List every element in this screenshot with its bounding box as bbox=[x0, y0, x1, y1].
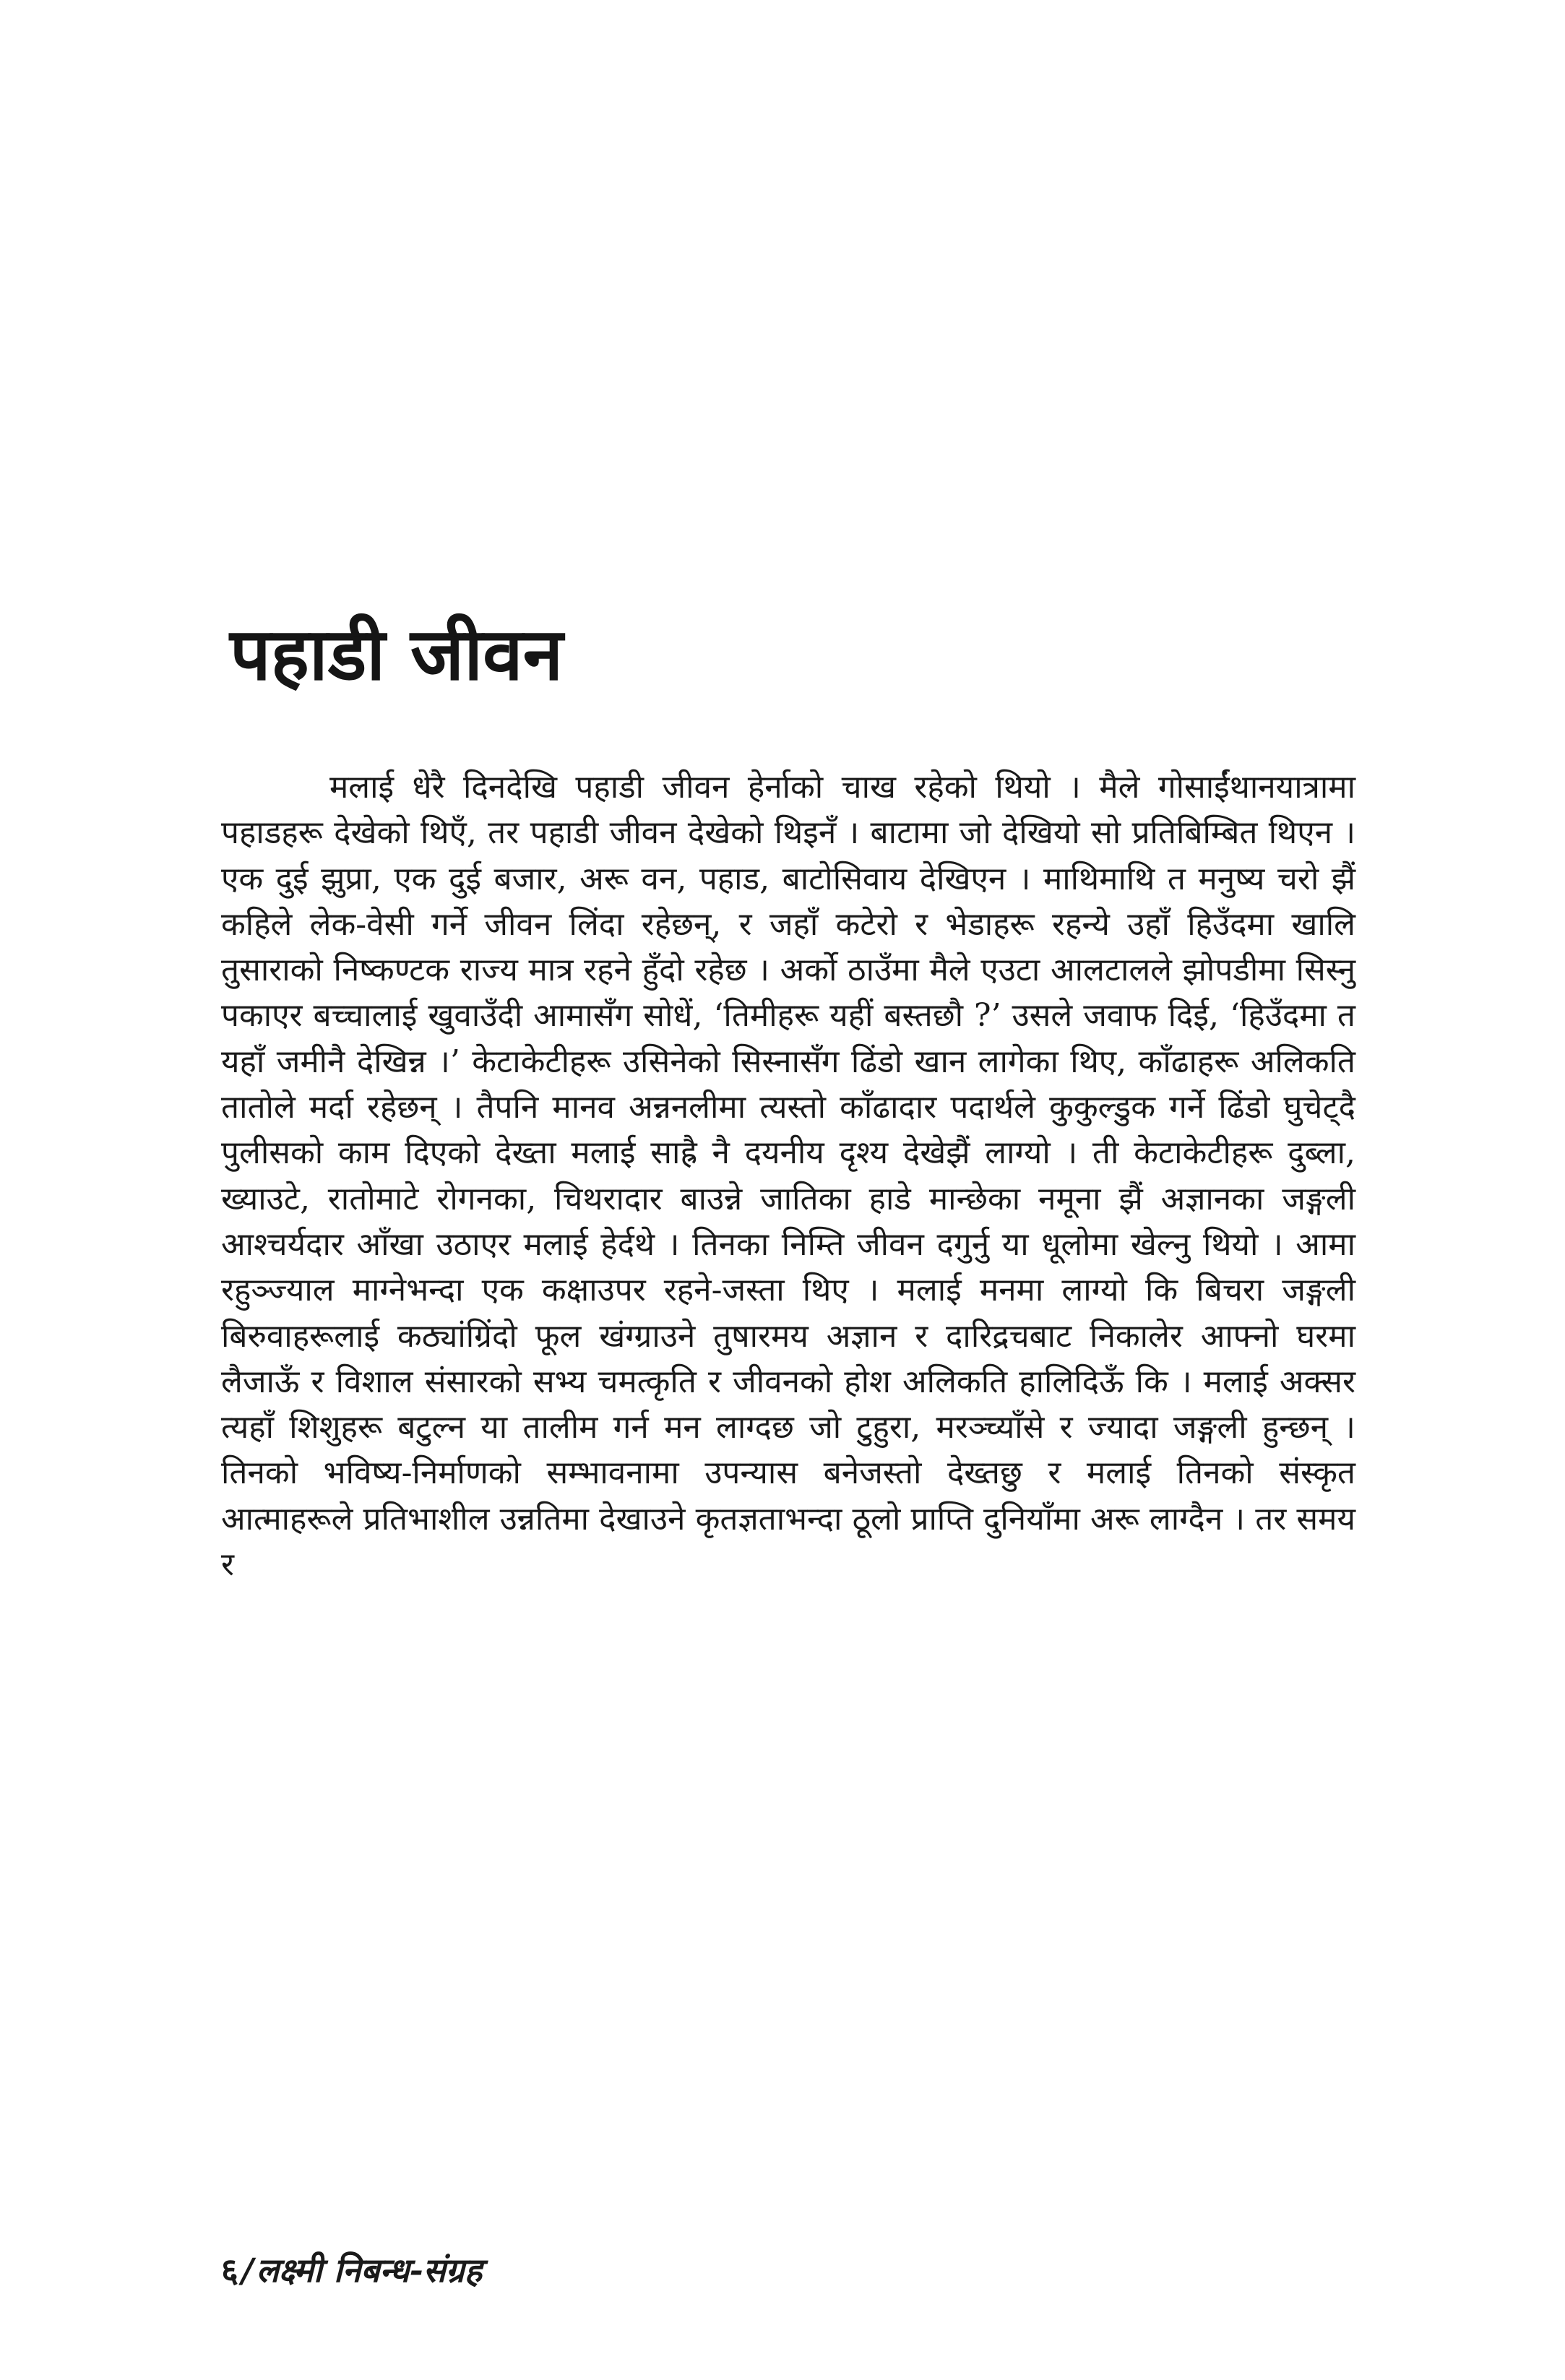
footer-separator: / bbox=[241, 2251, 254, 2290]
book-title: लक्ष्मी निबन्ध-संग्रह bbox=[256, 2251, 483, 2290]
chapter-title: पहाडी जीवन bbox=[230, 612, 564, 697]
page-footer bbox=[221, 2247, 482, 2292]
page-number: ६ bbox=[221, 2251, 238, 2290]
essay-paragraph: मलाई धेरै दिनदेखि पहाडी जीवन हेर्नाको चाख रहेको थियो । मैले गोसाईंथानयात्रामा पहाडहरू देखेको थिएँ, तर पहाडी जीवन देखेको थिइनँ । बाटामा जो देखियो सो प्रतिबिम्बित थिएन । एक दुई झुप्रा, एक दुई बजार, अरू वन, पहाड, बाटोसिवाय देखिएन । माथिमाथि त मनुष्य चरो झैं कहिले लेक-वेसी गर्ने जीवन लिंदा रहेछन्, र जहाँ कटेरो र भेडाहरू रहन्ये उहाँ हिउँदमा खालि तुसाराको निष्कण्टक राज्य मात्र रहने हुँदो रहेछ । अर्को ठाउँमा मैले एउटा आलटालले झोपडीमा सिस्नु पकाएर बच्चालाई खुवाउँदी आमासँग सोधें, ‘तिमीहरू यहीं बस्तछौ ?’ उसले जवाफ दिई, ‘हिउँदमा त यहाँ जमीनै देखिन्न ।’ केटाकेटीहरू उसिनेको सिस्नासँग ढिंडो खान लागेका थिए, काँढाहरू अलिकति तातोले मर्दा रहेछन् । तैपनि मानव अन्ननलीमा त्यस्तो काँढादार पदार्थले कुकुल्डुक गर्ने ढिंडो घुचेट्दै पुलीसको काम दिएको देख्ता मलाई साह्रै नै दयनीय दृश्य देखेझैं लाग्यो । ती केटाकेटीहरू दुब्ला, ख्याउटे, रातोमाटे रोगनका, चिथरादार बाउन्ने जातिका हाडे मान्छेका नमूना झैं अज्ञानका जङ्गली आश्चर्यदार आँखा उठाएर मलाई हेर्दथे । तिनका निम्ति जीवन दगुर्नु या धूलोमा खेल्नु थियो । आमा रहुञ्ज्याल माग्नेभन्दा एक कक्षाउपर रहने-जस्ता थिए । मलाई मनमा लाग्यो कि बिचरा जङ्गली बिरुवाहरूलाई कठ्यांग्रिंदो फूल खंग्ग्राउने तुषारमय अज्ञान र दारिद्रचबाट निकालेर आफ्नो घरमा लैजाऊँ र विशाल संसारको सभ्य चमत्कृति र जीवनको होश अलिकति हालिदिऊँ कि । मलाई अक्सर त्यहाँ शिशुहरू बटुल्न या तालीम गर्न मन लाग्दछ जो टुहुरा, मरञ्च्याँसे र ज्यादा जङ्गली हुन्छन् । तिनको भविष्य-निर्माणको सम्भावनामा उपन्यास बनेजस्तो देख्तछु र मलाई तिनको संस्कृत आत्माहरूले प्रतिभाशील उन्नतिमा देखाउने कृतज्ञताभन्दा ठूलो प्राप्ति दुनियाँमा अरू लाग्दैन । तर समय र bbox=[221, 769, 1355, 1584]
